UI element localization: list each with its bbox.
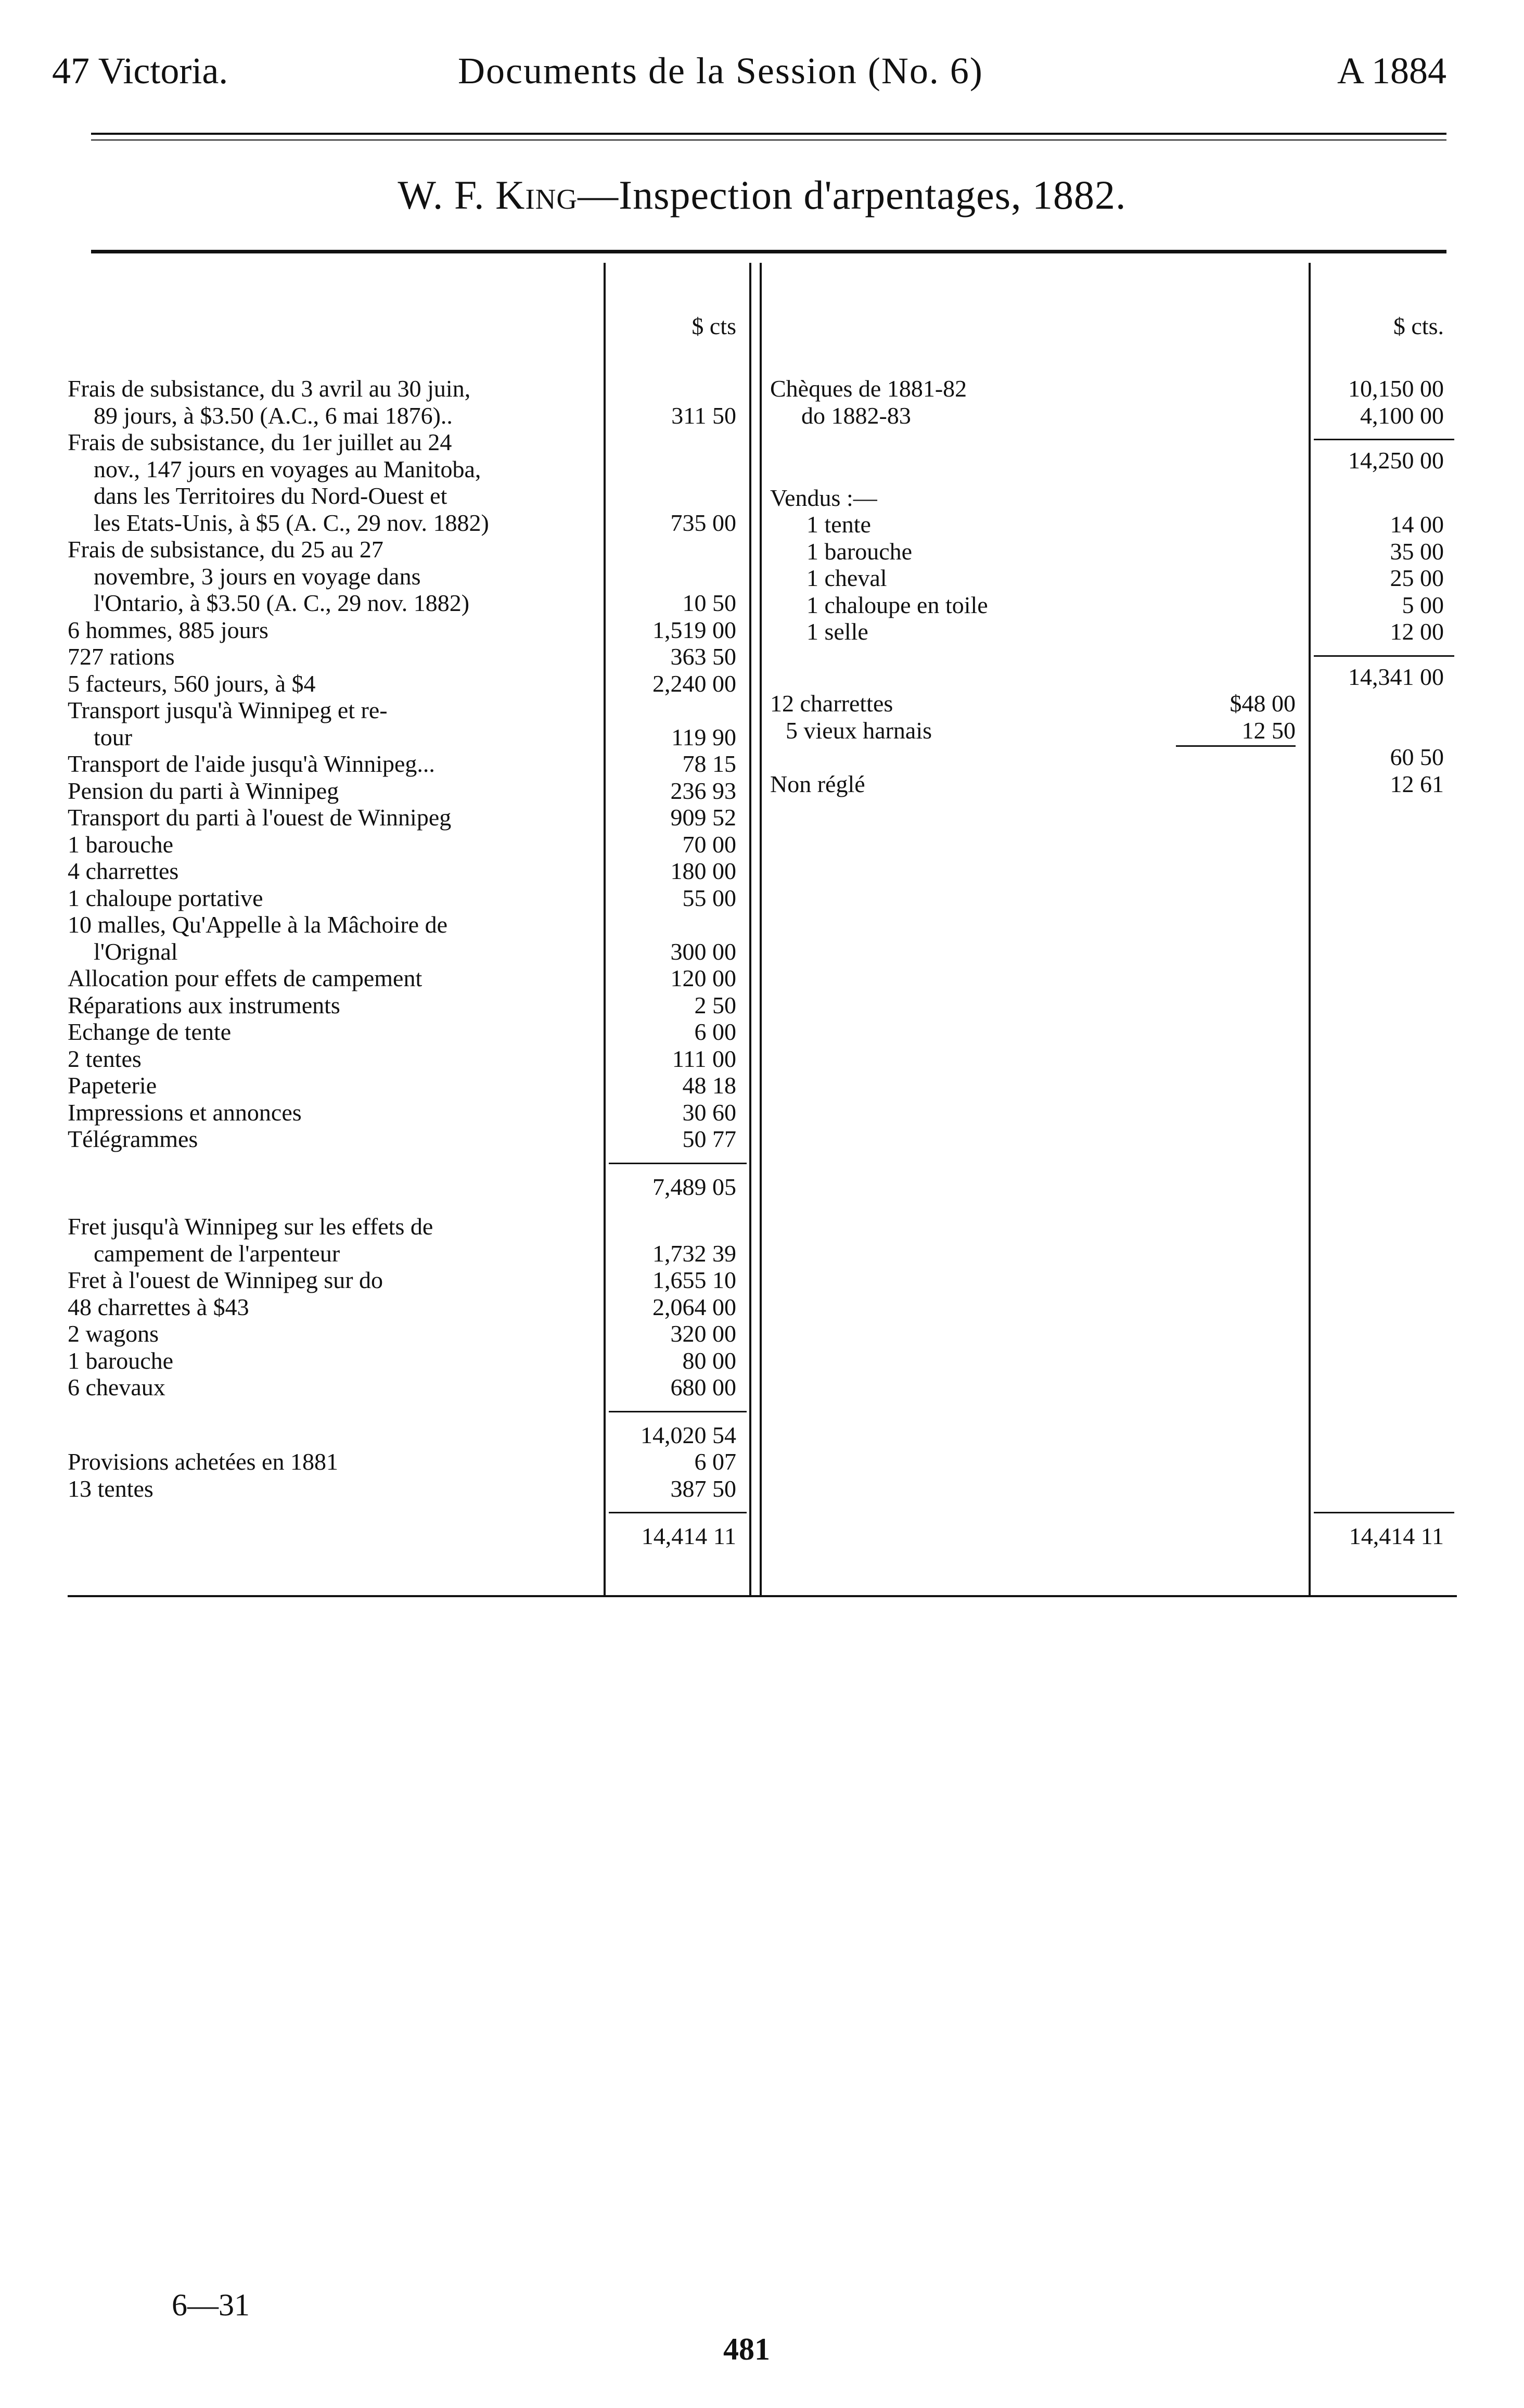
expense-line: Transport de l'aide jusqu'à Winnipeg... (68, 750, 435, 777)
sold-item-label: 1 chaloupe en toile (806, 591, 988, 618)
expense-amount: 300 00 (670, 938, 736, 965)
table-divider (749, 263, 751, 1595)
table-divider (604, 263, 606, 1595)
expense-amount: 70 00 (682, 831, 736, 858)
expense-line: Echange de tente (68, 1018, 232, 1045)
inner-subtotal-rule (1176, 745, 1296, 747)
expense-line: 2 tentes (68, 1045, 142, 1072)
expense-line: 4 charrettes (68, 858, 179, 884)
total-amount: 14,414 11 (1349, 1523, 1444, 1549)
sold-item-label: 1 selle (806, 618, 868, 645)
subtotal-rule (1314, 439, 1454, 440)
expense-amount: 10 50 (682, 590, 736, 616)
expense-line: Transport du parti à l'ouest de Winnipeg (68, 804, 452, 831)
sold-item-amount: 14 00 (1390, 511, 1444, 538)
receipt-amounts (1314, 263, 1454, 1595)
expense-amount: 1,519 00 (652, 616, 736, 643)
harnais-label: 5 vieux harnais (786, 717, 932, 744)
sold-item-amount: 35 00 (1390, 538, 1444, 565)
expense-line: dans les Territoires du Nord-Ouest et (94, 482, 447, 509)
sold-item-amount: 5 00 (1402, 591, 1444, 618)
subtotal-amount: 14,020 54 (641, 1421, 736, 1448)
expense-amount: 387 50 (670, 1475, 736, 1502)
expense-amount: 320 00 (670, 1320, 736, 1347)
expense-amount: 6 07 (694, 1448, 736, 1475)
header-right: A 1884 (1337, 50, 1446, 92)
expense-line: Pension du parti à Winnipeg (68, 777, 339, 804)
cheque-amount: 4,100 00 (1360, 402, 1444, 429)
subtotal-amount: 14,250 00 (1348, 447, 1444, 474)
expense-amount: 735 00 (670, 509, 736, 536)
cheque-label: Chèques de 1881-82 (770, 375, 967, 402)
sold-item-amount: 12 00 (1390, 618, 1444, 645)
expense-amount: 120 00 (670, 965, 736, 991)
expense-line: 48 charrettes à $43 (68, 1293, 249, 1320)
expense-line: 13 tentes (68, 1475, 153, 1502)
table-divider (760, 263, 762, 1595)
header-left: 47 Victoria. (52, 50, 228, 92)
expense-amount: 311 50 (671, 402, 736, 429)
expense-line: Frais de subsistance, du 3 avril au 30 juin, (68, 375, 471, 402)
table-bottom-rule (68, 1595, 1457, 1597)
header-rule-top (91, 133, 1446, 135)
expense-amount: 80 00 (682, 1347, 736, 1374)
expense-amount: 55 00 (682, 884, 736, 911)
expense-line: Papeterie (68, 1072, 157, 1099)
total-amount: 14,414 11 (641, 1523, 736, 1549)
sold-item-label: 1 cheval (806, 565, 887, 591)
total-rule (1314, 1512, 1454, 1513)
expense-descriptions (68, 263, 598, 1595)
expense-amount: 2,240 00 (652, 670, 736, 697)
header-rule-bottom (91, 139, 1446, 141)
table-divider (1309, 263, 1311, 1595)
expense-line: 1 barouche (68, 1347, 174, 1374)
expense-line: Provisions achetées en 1881 (68, 1448, 338, 1475)
expense-line: 2 wagons (68, 1320, 159, 1347)
expense-line: Frais de subsistance, du 1er juillet au 24 (68, 429, 452, 455)
expense-amount: 363 50 (670, 643, 736, 670)
harnais-inner-amount: 12 50 (1241, 717, 1296, 744)
expense-line: 89 jours, à $3.50 (A.C., 6 mai 1876).. (94, 402, 453, 429)
non-regle-amount: 12 61 (1390, 770, 1444, 797)
expense-line: 727 rations (68, 643, 175, 670)
title-name: W. F. King (398, 172, 578, 218)
expense-line: 1 barouche (68, 831, 174, 858)
expense-line: l'Orignal (94, 938, 178, 965)
sold-item-label: 1 barouche (806, 538, 913, 565)
expense-amount: 119 90 (671, 723, 736, 750)
expense-line: Réparations aux instruments (68, 991, 340, 1018)
expense-line: Fret à l'ouest de Winnipeg sur do (68, 1267, 383, 1293)
expense-line: nov., 147 jours en voyages au Manitoba, (94, 455, 481, 482)
expense-line: 5 facteurs, 560 jours, à $4 (68, 670, 316, 697)
expense-line: Fret jusqu'à Winnipeg sur les effets de (68, 1213, 433, 1240)
charrettes-sum: 60 50 (1390, 744, 1444, 770)
subtotal-rule (609, 1411, 747, 1412)
expense-line: Frais de subsistance, du 25 au 27 (68, 536, 383, 563)
receipt-descriptions (770, 263, 1306, 1595)
total-rule (609, 1512, 747, 1513)
expense-amount: 50 77 (682, 1126, 736, 1152)
expense-amount: 909 52 (670, 804, 736, 831)
expense-line: l'Ontario, à $3.50 (A. C., 29 nov. 1882) (94, 590, 470, 616)
expense-amounts (609, 263, 747, 1595)
subtotal-rule (1314, 655, 1454, 657)
non-regle-label: Non réglé (770, 770, 865, 797)
currency-header: $ cts (691, 313, 736, 339)
expense-line: 6 hommes, 885 jours (68, 616, 268, 643)
expense-line: 6 chevaux (68, 1374, 165, 1400)
expense-amount: 48 18 (682, 1072, 736, 1099)
expense-amount: 180 00 (670, 858, 736, 884)
currency-header: $ cts. (1393, 313, 1444, 339)
expense-line: les Etats-Unis, à $5 (A. C., 29 nov. 1882) (94, 509, 489, 536)
title-rule (91, 250, 1446, 253)
subtotal-rule (609, 1163, 747, 1164)
expense-line: 10 malles, Qu'Appelle à la Mâchoire de (68, 911, 447, 938)
header-center: Documents de la Session (No. 6) (458, 50, 983, 92)
subtotal-amount: 14,341 00 (1348, 663, 1444, 690)
vendus-label: Vendus :— (770, 484, 877, 511)
cheque-amount: 10,150 00 (1348, 375, 1444, 402)
page-title (0, 172, 1524, 219)
sold-item-label: 1 tente (806, 511, 871, 538)
expense-amount: 236 93 (670, 777, 736, 804)
expense-line: Télégrammes (68, 1126, 198, 1152)
cheque-label: do 1882-83 (801, 402, 911, 429)
title-rest: —Inspection d'arpentages, 1882. (578, 172, 1126, 218)
charrettes-label: 12 charrettes (770, 690, 893, 717)
expense-amount: 30 60 (682, 1099, 736, 1126)
expense-line: 1 chaloupe portative (68, 884, 263, 911)
expense-amount: 1,732 39 (652, 1240, 736, 1267)
expense-line: campement de l'arpenteur (94, 1240, 340, 1267)
expense-amount: 2,064 00 (652, 1293, 736, 1320)
expense-line: tour (94, 723, 133, 750)
expense-line: novembre, 3 jours en voyage dans (94, 563, 421, 590)
expense-amount: 1,655 10 (652, 1267, 736, 1293)
expense-line: Allocation pour effets de campement (68, 965, 422, 991)
page-header (52, 49, 1457, 96)
subtotal-amount: 7,489 05 (652, 1173, 736, 1200)
page-number: 481 (723, 2332, 770, 2366)
expense-amount: 680 00 (670, 1374, 736, 1400)
expense-amount: 111 00 (672, 1045, 736, 1072)
expense-line: Transport jusqu'à Winnipeg et re- (68, 697, 388, 723)
accounts-table (68, 263, 1457, 1595)
sold-item-amount: 25 00 (1390, 565, 1444, 591)
expense-amount: 6 00 (694, 1018, 736, 1045)
expense-line: Impressions et annonces (68, 1099, 302, 1126)
footer-left: 6—31 (172, 2288, 250, 2322)
expense-amount: 78 15 (682, 750, 736, 777)
charrettes-inner-amount: $48 00 (1230, 690, 1296, 717)
expense-amount: 2 50 (694, 991, 736, 1018)
